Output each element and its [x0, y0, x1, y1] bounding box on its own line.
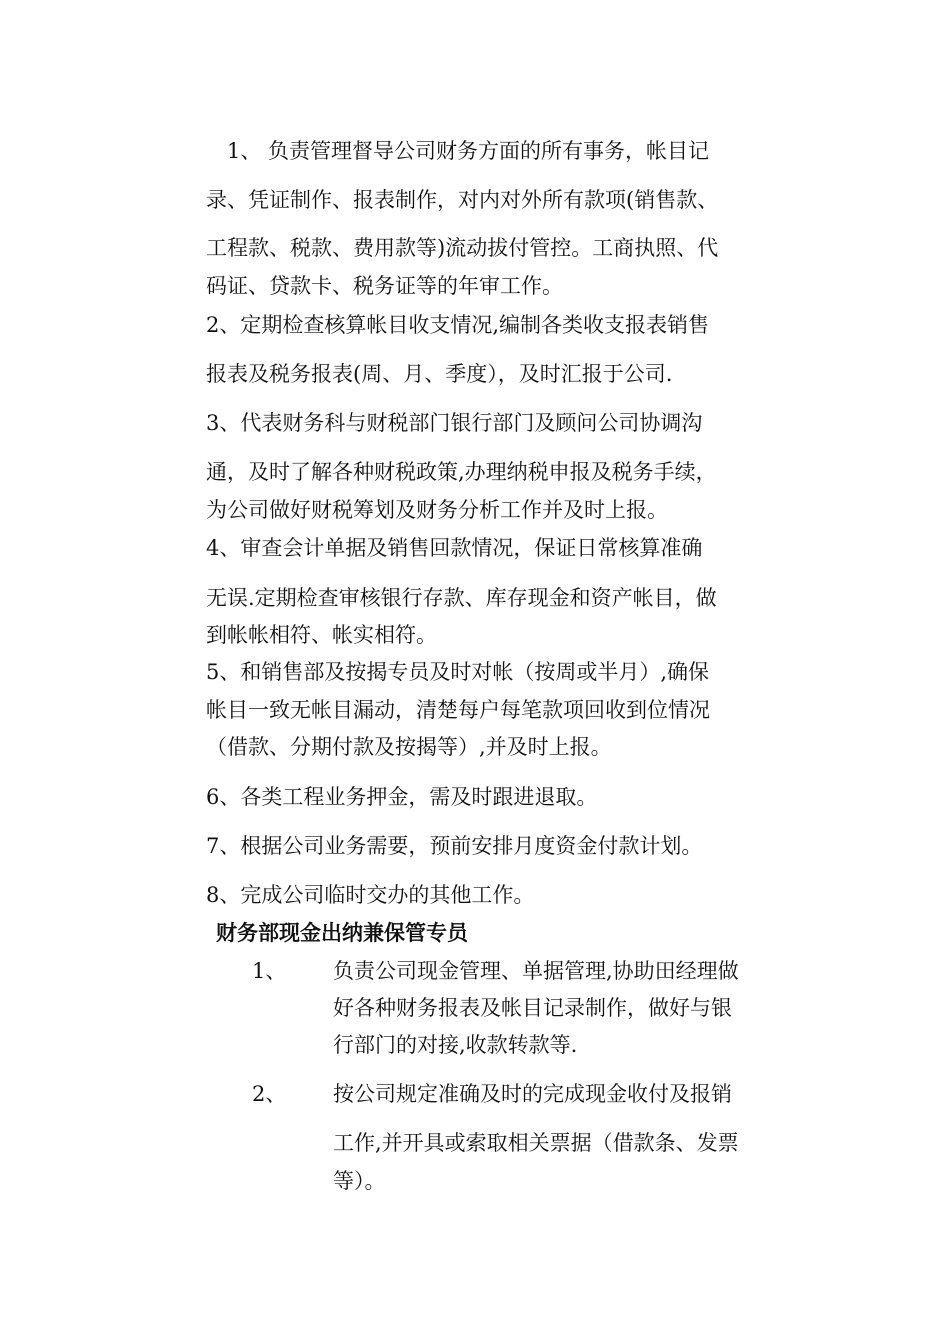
cashier-duty-2-line-2: 工作,并开具或索取相关票据（借款条、发票	[333, 1131, 739, 1155]
cashier-duty-2-line-3: 等）。	[333, 1169, 386, 1193]
duty-4-line-2: 无误.定期检查审核银行存款、库存现金和资产帐目，做	[206, 586, 717, 610]
duty-1-line-2: 录、凭证制作、报表制作，对内对外所有款项(销售款、	[206, 188, 719, 212]
duty-2-line-2: 报表及税务报表(周、月、季度），及时汇报于公司.	[206, 362, 673, 386]
duty-3-line-1: 3、代表财务科与财税部门银行部门及顾问公司协调沟	[206, 411, 703, 435]
duty-4-line-1: 4、审查会计单据及销售回款情况，保证日常核算准确	[206, 536, 703, 560]
cashier-duty-1-line-3: 行部门的对接,收款转款等.	[333, 1033, 578, 1057]
duty-8-line-1: 8、完成公司临时交办的其他工作。	[206, 883, 535, 907]
duty-3-line-3: 为公司做好财税筹划及财务分析工作并及时上报。	[206, 498, 668, 522]
duty-5-line-2: 帐目一致无帐目漏动，清楚每户每笔款项回收到位情况	[206, 698, 710, 722]
cashier-duty-1-line-1: 负责公司现金管理、单据管理,协助田经理做	[333, 959, 739, 983]
cashier-duty-1-line-2: 好各种财务报表及帐目记录制作，做好与银	[333, 996, 732, 1020]
cashier-duty-2-number: 2、	[252, 1082, 287, 1106]
duty-2-line-1: 2、定期检查核算帐目收支情况,编制各类收支报表销售	[206, 313, 710, 337]
duty-6-line-1: 6、各类工程业务押金，需及时跟进退取。	[206, 785, 598, 809]
duty-4-line-3: 到帐帐相符、帐实相符。	[206, 623, 437, 647]
duty-7-line-1: 7、根据公司业务需要，预前安排月度资金付款计划。	[206, 834, 703, 858]
cashier-duty-2-line-1: 按公司规定准确及时的完成现金收付及报销	[333, 1082, 732, 1106]
duty-1-line-4: 码证、贷款卡、税务证等的年审工作。	[206, 274, 563, 298]
duty-1-line-1: 1、 负责管理督导公司财务方面的所有事务，帐目记	[206, 139, 710, 163]
duty-5-line-1: 5、和销售部及按揭专员及时对帐（按周或半月）,确保	[206, 660, 710, 684]
duty-3-line-2: 通，及时了解各种财税政策,办理纳税申报及税务手续，	[206, 460, 717, 484]
section-heading: 财务部现金出纳兼保管专员	[216, 921, 468, 945]
duty-5-line-3: （借款、分期付款及按揭等）,并及时上报。	[206, 735, 612, 759]
cashier-duty-1-number: 1、	[252, 959, 287, 983]
duty-1-line-3: 工程款、税款、费用款等)流动拔付管控。工商执照、代	[206, 236, 719, 260]
